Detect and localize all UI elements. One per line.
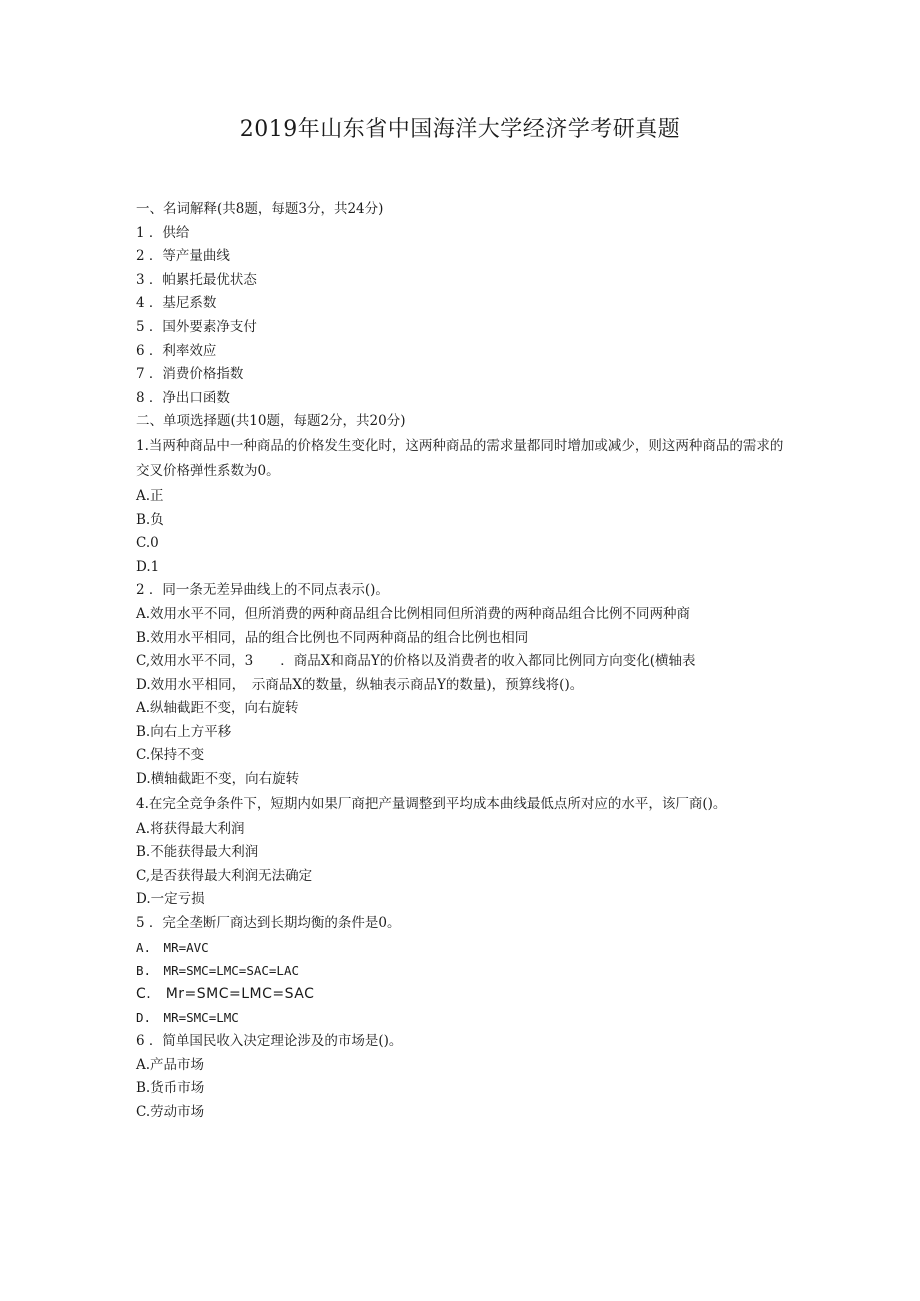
answer-option: A.产品市场 (136, 1056, 205, 1073)
answer-option: D. MR=SMC=LMC (136, 1010, 239, 1026)
answer-option: D.横轴截距不变，向右旋转 (136, 771, 300, 788)
question-stem: 2 ．同一条无差异曲线上的不同点表示()。 (136, 582, 389, 599)
section-header: 二、单项选择题(共10题，每题2分，共20分) (136, 413, 406, 430)
answer-option: A.正 (136, 487, 164, 504)
term-item: 6 ．利率效应 (136, 342, 217, 359)
answer-option: A.效用水平不同，但所消费的两种商品组合比例相同但所消费的两种商品组合比例不同两种商 (136, 605, 691, 622)
answer-option: A. MR=AVC (136, 939, 209, 955)
term-item: 1 ．供给 (136, 224, 190, 241)
question-stem: 4.在完全竞争条件下，短期内如果厂商把产量调整到平均成本曲线最低点所对应的水平，该厂商()。 (136, 795, 727, 812)
answer-option: B.效用水平相同，品的组合比例也不同两种商品的组合比例也相同 (136, 629, 529, 646)
answer-option: B.负 (136, 511, 164, 528)
answer-option: B.不能获得最大利润 (136, 844, 259, 861)
answer-option: C.保持不变 (136, 747, 205, 764)
answer-option: C,效用水平不同，3 ．商品X和商品Y的价格以及消费者的收入都同比例同方向变化(横轴表 (136, 653, 696, 670)
answer-option: B.向右上方平移 (136, 723, 232, 740)
term-item: 2 ．等产量曲线 (136, 248, 230, 265)
question-stem: 1.当两种商品中一种商品的价格发生变化时，这两种商品的需求量都同时增加或减少，则这两种商品的需求的交叉价格弹性系数为0。 (136, 437, 784, 479)
term-item: 5 ．国外要素净支付 (136, 318, 257, 335)
answer-option: D.1 (136, 558, 160, 575)
answer-option: D.一定亏损 (136, 891, 205, 908)
question-stem: 5 ．完全垄断厂商达到长期均衡的条件是0。 (136, 915, 401, 932)
answer-option: C.劳动市场 (136, 1103, 205, 1120)
answer-option: C,是否获得最大利润无法确定 (136, 867, 313, 884)
answer-option: A.将获得最大利润 (136, 820, 245, 837)
term-item: 7 ．消费价格指数 (136, 366, 244, 383)
section-header: 一、名词解释(共8题，每题3分，共24分) (136, 201, 384, 217)
term-item: 8 ．净出口函数 (136, 389, 230, 406)
document-title: 2019年山东省中国海洋大学经济学考研真题 (239, 117, 681, 142)
document-body (136, 198, 796, 1124)
answer-option: C.0 (136, 535, 159, 552)
question-stem: 6 ．简单国民收入决定理论涉及的市场是()。 (136, 1033, 403, 1049)
term-item: 3 ．帕累托最优状态 (136, 271, 257, 288)
answer-option: A.纵轴截距不变，向右旋转 (136, 700, 299, 717)
term-item: 4 ．基尼系数 (136, 295, 217, 312)
answer-option: C. Mr=SMC=LMC=SAC (136, 985, 315, 1002)
answer-option: B. MR=SMC=LMC=SAC=LAC (136, 963, 300, 979)
answer-option: B.货币市场 (136, 1080, 205, 1097)
answer-option: D.效用水平相同， 示商品X的数量，纵轴表示商品Y的数量)，预算线将()。 (136, 676, 584, 693)
